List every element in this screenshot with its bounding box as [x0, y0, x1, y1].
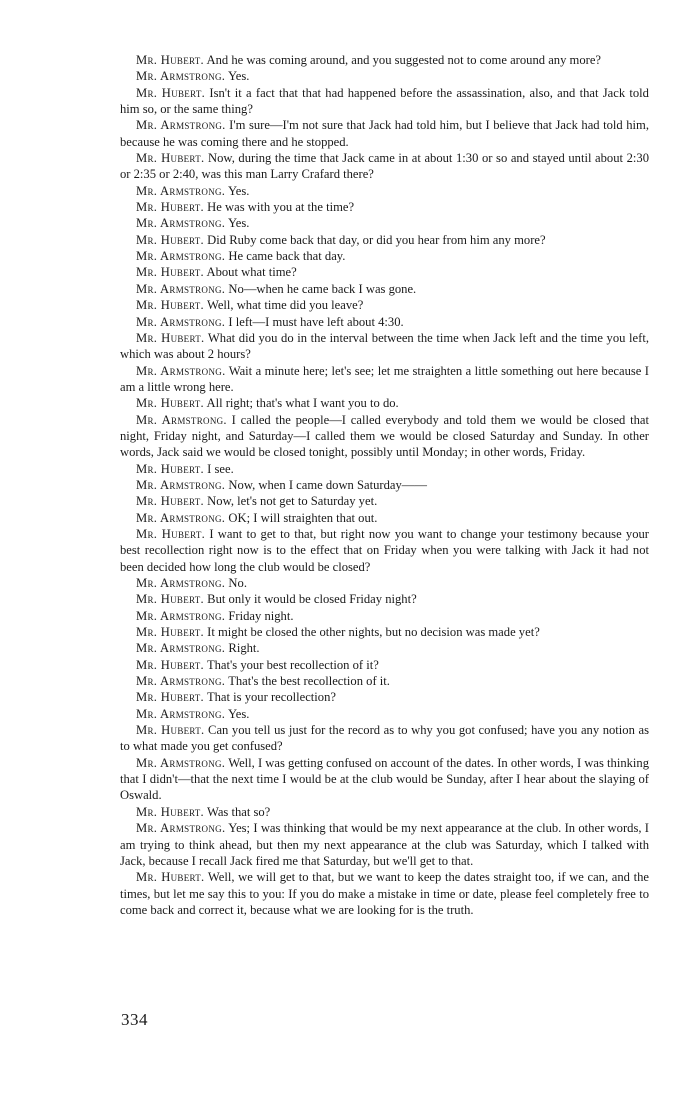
dialogue-paragraph — [120, 297, 649, 313]
speaker-label: Mr. Armstrong. — [136, 608, 226, 623]
speaker-label: Mr. Armstrong. — [136, 281, 226, 296]
dialogue-text: He came back that day. — [228, 249, 346, 264]
dialogue-text: Well, we will get to that, but we want to keep the dates straight too, if we can, and the times, but let me say this to you: If you do make a mistake in time or date, please feel completely free to come back and correct it, because what we are looking for is the truth. — [120, 870, 649, 917]
speaker-label: Mr. Hubert. — [136, 396, 205, 411]
dialogue-paragraph — [120, 575, 649, 591]
dialogue-paragraph — [120, 526, 649, 575]
speaker-label: Mr. Hubert. — [136, 200, 205, 215]
dialogue-text: He was with you at the time? — [207, 200, 355, 215]
dialogue-paragraph — [120, 395, 649, 411]
transcript-page — [120, 52, 649, 918]
dialogue-text: No. — [228, 576, 247, 590]
dialogue-paragraph — [120, 591, 649, 607]
dialogue-text: Well, what time did you leave? — [206, 298, 364, 313]
speaker-label: Mr. Armstrong. — [136, 477, 226, 492]
dialogue-paragraph — [120, 820, 649, 869]
dialogue-text: Wait a minute here; let's see; let me straighten a little something out here because I am a little wrong here. — [120, 363, 650, 394]
dialogue-paragraph — [120, 232, 649, 248]
dialogue-text: What did you do in the interval between the time when Jack left and the time you left, which was about 2 hours? — [120, 330, 649, 362]
dialogue-text: I left—I must have left about 4:30. — [228, 314, 404, 329]
speaker-label: Mr. Hubert. — [136, 494, 205, 509]
speaker-label: Mr. Armstrong. — [136, 641, 226, 656]
speaker-label: Mr. Hubert. — [136, 265, 205, 280]
speaker-label: Mr. Hubert. — [136, 723, 205, 738]
dialogue-paragraph — [120, 804, 649, 820]
dialogue-text: I called the people—I called everybody and told them we would be closed that night, Friday night, and Saturday—I called them we would be closed Saturday and Sunday. In other words, Jack said we would be closed tonight, possibly until Monday; in other words, Friday. — [120, 412, 650, 460]
dialogue-text: I want to get to that, but right now you want to change your testimony because your best recollection right now is to the effect that on Friday when you were talking with Jack it had not been decided how long the club would be closed? — [120, 526, 649, 574]
dialogue-paragraph — [120, 183, 649, 199]
dialogue-paragraph — [120, 722, 649, 755]
speaker-label: Mr. Hubert. — [136, 151, 205, 166]
dialogue-paragraph — [120, 461, 649, 477]
dialogue-text: Now, during the time that Jack came in at about 1:30 or so and stayed until about 2:30 or 2:35 or 2:40, was this man Larry Crafard there? — [120, 151, 649, 182]
dialogue-text: Yes. — [227, 706, 250, 721]
dialogue-text: And he was coming around, and you suggested not to come around any more? — [206, 53, 601, 67]
dialogue-paragraph — [120, 657, 649, 673]
speaker-label: Mr. Armstrong. — [136, 412, 227, 427]
dialogue-text: Well, I was getting confused on account of the dates. In other words, I was thinking that I didn't—that the next time I would be at the club would be Sunday, after I hear about the slaying of Oswald. — [120, 755, 650, 803]
dialogue-paragraph — [120, 264, 649, 280]
dialogue-text: It might be closed the other nights, but no decision was made yet? — [207, 625, 540, 640]
speaker-label: Mr. Hubert. — [136, 85, 206, 100]
dialogue-text: About what time? — [206, 265, 297, 280]
dialogue-paragraph — [120, 150, 649, 183]
page-number: 334 — [121, 1010, 148, 1029]
dialogue-paragraph — [120, 689, 649, 705]
dialogue-text: Was that so? — [206, 804, 271, 819]
speaker-label: Mr. Armstrong. — [136, 314, 226, 329]
dialogue-paragraph — [120, 314, 649, 330]
speaker-label: Mr. Hubert. — [136, 657, 205, 672]
speaker-label: Mr. Hubert. — [136, 870, 205, 885]
speaker-label: Mr. Armstrong. — [136, 821, 226, 836]
dialogue-text: Friday night. — [228, 608, 294, 623]
speaker-label: Mr. Hubert. — [136, 804, 205, 819]
speaker-label: Mr. Armstrong. — [136, 216, 226, 231]
dialogue-text: Did Ruby come back that day, or did you hear from him any more? — [207, 232, 546, 247]
speaker-label: Mr. Hubert. — [136, 526, 206, 541]
speaker-label: Mr. Armstrong. — [136, 183, 226, 198]
dialogue-text: Can you tell us just for the record as to why you got confused; have you any notion as to what made you get confused? — [120, 723, 649, 754]
speaker-label: Mr. Armstrong. — [136, 674, 226, 689]
dialogue-paragraph — [120, 706, 649, 722]
dialogue-paragraph — [120, 281, 649, 297]
speaker-label: Mr. Hubert. — [136, 592, 205, 607]
speaker-label: Mr. Armstrong. — [136, 510, 226, 525]
dialogue-text: I see. — [207, 461, 234, 476]
dialogue-text: Yes. — [227, 183, 250, 198]
dialogue-text: OK; I will straighten that out. — [228, 510, 378, 525]
dialogue-text: Yes; I was thinking that would be my next appearance at the club. In other words, I am trying to think ahead, but then my next appearance at the club was Saturday, which I talked with Jack, because I recall Jack fired me that Saturday, but we'll get to that. — [120, 821, 649, 868]
speaker-label: Mr. Armstrong. — [136, 706, 226, 721]
dialogue-text: All right; that's what I want you to do. — [206, 396, 399, 411]
dialogue-text: Isn't it a fact that that had happened before the assassination, also, and that Jack told him so, or the same thing? — [120, 85, 649, 117]
dialogue-text: Now, when I came down Saturday—— — [228, 477, 427, 492]
dialogue-paragraph — [120, 330, 649, 363]
dialogue-paragraph — [120, 363, 649, 396]
dialogue-paragraph — [120, 755, 649, 804]
dialogue-text: That's your best recollection of it? — [206, 657, 379, 672]
dialogue-text: No—when he came back I was gone. — [228, 281, 417, 296]
dialogue-text: That's the best recollection of it. — [228, 674, 390, 689]
dialogue-paragraph — [120, 85, 649, 118]
speaker-label: Mr. Hubert. — [136, 53, 205, 67]
speaker-label: Mr. Armstrong. — [136, 69, 226, 84]
dialogue-paragraph — [120, 869, 649, 918]
dialogue-text: Now, let's not get to Saturday yet. — [207, 494, 378, 509]
dialogue-paragraph — [120, 624, 649, 640]
speaker-label: Mr. Hubert. — [136, 690, 205, 705]
speaker-label: Mr. Hubert. — [136, 232, 205, 247]
dialogue-paragraph — [120, 117, 649, 150]
speaker-label: Mr. Hubert. — [136, 625, 205, 640]
speaker-label: Mr. Hubert. — [136, 330, 205, 345]
speaker-label: Mr. Armstrong. — [136, 576, 226, 590]
speaker-label: Mr. Armstrong. — [136, 755, 226, 770]
speaker-label: Mr. Armstrong. — [136, 249, 226, 264]
speaker-label: Mr. Hubert. — [136, 298, 205, 313]
dialogue-text: That is your recollection? — [206, 690, 336, 705]
dialogue-paragraph — [120, 640, 649, 656]
dialogue-text: Yes. — [227, 69, 250, 84]
dialogue-paragraph — [120, 673, 649, 689]
dialogue-paragraph — [120, 215, 649, 231]
dialogue-paragraph — [120, 248, 649, 264]
dialogue-paragraph — [120, 199, 649, 215]
dialogue-paragraph — [120, 510, 649, 526]
dialogue-paragraph — [120, 493, 649, 509]
dialogue-text: Right. — [228, 641, 260, 656]
dialogue-paragraph — [120, 68, 649, 84]
dialogue-paragraph — [120, 52, 649, 68]
speaker-label: Mr. Armstrong. — [136, 363, 226, 378]
dialogue-paragraph — [120, 608, 649, 624]
dialogue-text: Yes. — [227, 216, 250, 231]
speaker-label: Mr. Armstrong. — [136, 118, 226, 133]
dialogue-text: I'm sure—I'm not sure that Jack had told him, but I believe that Jack had told him, because he was coming there and he stopped. — [120, 118, 649, 149]
dialogue-text: But only it would be closed Friday night? — [207, 592, 417, 607]
speaker-label: Mr. Hubert. — [136, 461, 205, 476]
dialogue-paragraph — [120, 477, 649, 493]
dialogue-paragraph — [120, 412, 649, 461]
